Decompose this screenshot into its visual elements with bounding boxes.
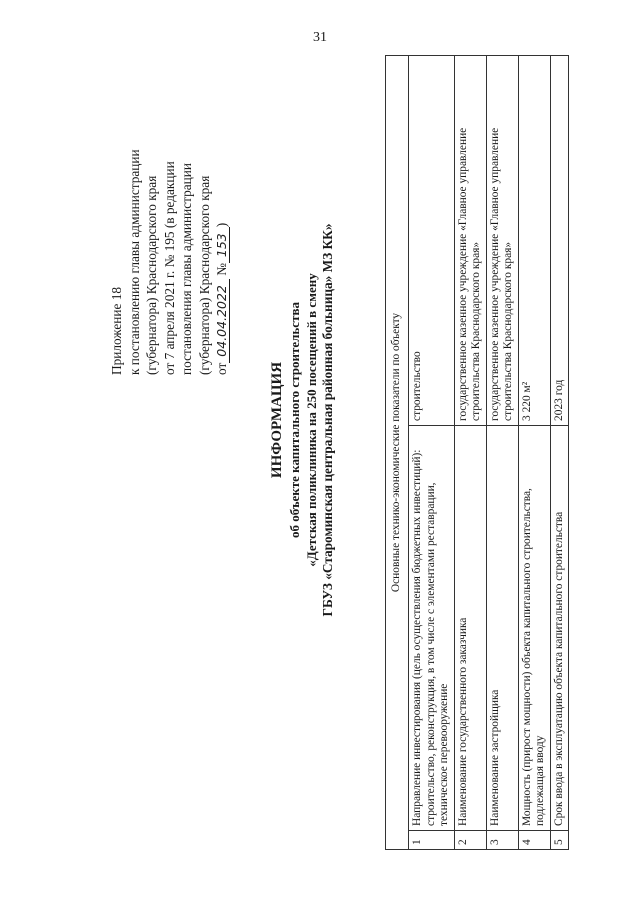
row-label: Наименование государственного заказчика [454,425,486,830]
table-row [518,56,550,850]
row-label: Срок ввода в эксплуатацию объекта капитального строительства [550,425,569,830]
document-title [268,130,337,710]
appendix-line: от 7 апреля 2021 г. № 195 (в редакции [161,161,177,375]
appendix-note [108,55,231,375]
appendix-date-line [213,55,231,375]
page-number: 31 [313,30,327,45]
table-row [486,56,518,850]
row-number: 5 [550,830,569,849]
title-heading: ИНФОРМАЦИЯ [269,361,285,479]
row-number: 4 [518,830,550,849]
row-value: строительство [409,56,455,426]
row-label: Направление инвестирования (цель осуществления бюджетных инвестиций): строительство, реконструкция, в том числе с элементами реставрации, техническое перевооружение [409,425,455,830]
title-institution: ГБУЗ «Староминская центральная районная больница» МЗ КК» [320,223,335,617]
row-number: 3 [486,830,518,849]
row-value: 3 220 м² [518,56,550,426]
row-number: 1 [409,830,455,849]
appendix-line: постановления главы администрации [179,162,194,375]
table-row [454,56,486,850]
indicators-table [385,55,569,850]
title-subheading: об объекте капитального строительства [287,302,302,538]
row-label: Наименование застройщика [486,425,518,830]
row-number: 2 [454,830,486,849]
handwritten-number: 153 [214,227,230,263]
row-value: государственное казенное учреждение «Главное управление строительства Краснодарского края» [454,56,486,426]
number-prefix: № [214,263,229,276]
handwritten-date: 04.04.2022 [214,279,230,363]
row-value: 2023 год [550,56,569,426]
date-prefix: от [214,362,229,375]
appendix-line: Приложение 18 [109,287,124,375]
appendix-line: (губернатора) Краснодарского края [144,175,159,375]
row-value: государственное казенное учреждение «Главное управление строительства Краснодарского края» [486,56,518,426]
table-row [550,56,569,850]
closing-paren: ) [214,222,229,228]
appendix-line: к постановлению главы администрации [126,149,142,375]
title-object-name: «Детская поликлиника на 250 посещений в смену [303,273,319,567]
appendix-line: (губернатора) Краснодарского края [196,175,212,375]
row-label: Мощность (прирост мощности) объекта капитального строительства, подлежащая вводу [518,425,550,830]
table-row [409,56,455,850]
table-header-row [386,56,409,850]
table-header: Основные технико-экономические показатели по объекту [386,56,409,850]
